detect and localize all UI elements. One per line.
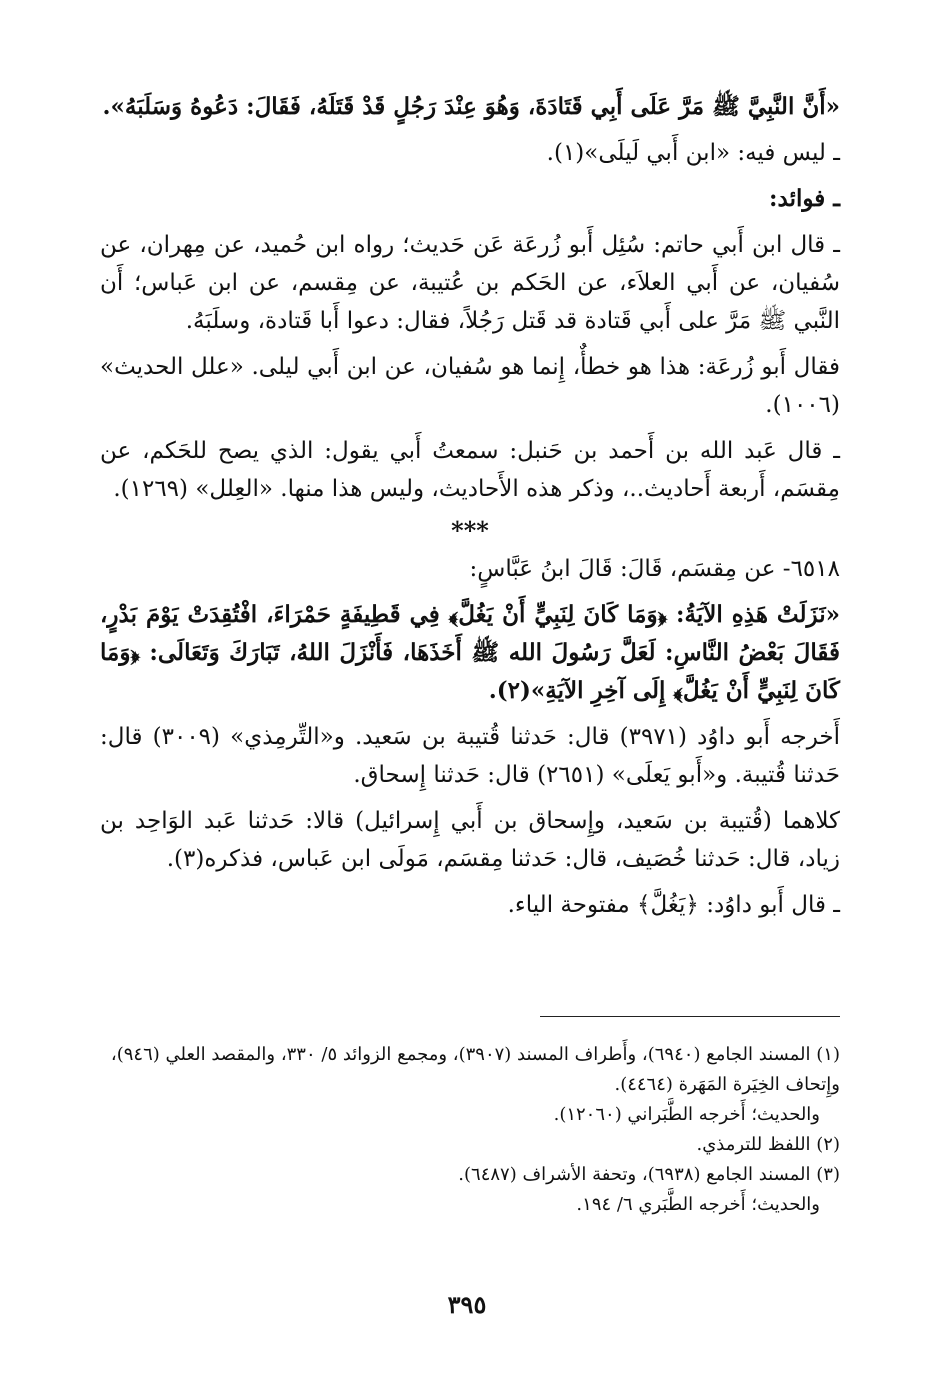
hadith-number-line: ٦٥١٨- عن مِقسَم، قَالَ: قَالَ ابنُ عَبَّاسٍ: <box>469 556 840 582</box>
footnote-rule <box>540 1016 840 1017</box>
benefits-heading: ـ فوائد: <box>769 185 840 212</box>
takhrij-paragraph: أَخرجه أَبو داوُد (٣٩٧١) قال: حَدثنا قُتيبة بن سَعيد. و«التِّرمِذي» (٣٠٠٩) قال: حَدثنا قُتيبة. و«أَبو يَعلَى» (٢٦٥١) قال: حَدثنا إِسحاق. <box>100 724 840 788</box>
page-body <box>100 88 840 932</box>
chain-paragraph: كلاهما (قُتيبة بن سَعيد، وإِسحاق بن أَبي إِسرائيل) قالا: حَدثنا عَبد الوَاحِد بن زياد، قال: حَدثنا خُصَيف، قال: حَدثنا مِقسَم، مَولَى ابن عَباس، فذكره(٣). <box>100 808 840 872</box>
ibn-abi-hatim-paragraph: ـ قال ابن أَبي حاتم: سُئِل أَبو زُرعَة عَن حَديث؛ رواه ابن حُميد، عن مِهران، عن سُفيان، عن أَبي العلاَء، عن الحَكم بن عُتيبة، عن مِقسم، عن ابن عَباس؛ أَن النَّبي ﷺ مَرَّ على أَبي قَتادة قد قَتل رَجُلاً، فقال: دعوا أَبا قَتادة، وسلَبَهُ. <box>100 232 840 334</box>
hadith-text-2: «نَزَلَتْ هَذِهِ الآيَةُ: ﴿وَمَا كَانَ لِنَبِيٍّ أَنْ يَغُلَّ﴾ فِي قَطِيفَةٍ حَمْرَاءَ، افْتُقِدَتْ يَوْمَ بَدْرٍ، فَقَالَ بَعْضُ النَّاسِ: لَعَلَّ رَسُولَ الله ﷺ أَخَذَهَا، فَأَنْزَلَ اللهُ، تَبَارَكَ وَتَعَالَى: ﴿وَمَا كَانَ لِنَبِيٍّ أَنْ يَغُلَّ﴾ إِلَى آخِرِ الآيَةِ»(٢). <box>100 601 840 704</box>
abdullah-ibn-ahmad-paragraph: ـ قال عَبد الله بن أَحمد بن حَنبل: سمعتُ أَبي يقول: الذي يصح للحَكم، عن مِقسَم، أَربعة أَحاديث..، وذكر هذه الأَحاديث، وليس هذا منها. «العِلل» (١٢٦٩). <box>100 438 840 502</box>
footnote-3-continued: والحديث؛ أَخرجه الطَّبَري ٦/ ١٩٤. <box>576 1194 820 1215</box>
section-separator: *** <box>451 516 489 545</box>
footnote-1: (١) المسند الجامع (٦٩٤٠)، وأَطراف المسند (٣٩٠٧)، ومجمع الزوائد ٥/ ٣٣٠، والمقصد العلي (٩٤٦)، وإِتحاف الخِيَرة المَهَرة (٤٤٦٤). <box>110 1044 840 1095</box>
page-number: ٣٩٥ <box>447 1290 487 1319</box>
footnote-2: (٢) اللفظ للترمذي. <box>696 1134 840 1155</box>
note-line: ـ ليس فيه: «ابن أَبي لَيلَى»(١). <box>546 140 840 166</box>
abu-dawud-note: ـ قال أَبو داوُد: ﴿يَغُلَّ﴾ مفتوحة الياء. <box>507 892 840 918</box>
footnote-1-continued: والحديث؛ أَخرجه الطَّبَراني (١٢٠٦٠). <box>553 1104 820 1125</box>
footnotes <box>100 1040 840 1220</box>
hadith-text-1: «أَنَّ النَّبِيَّ ﷺ مَرَّ عَلَى أَبِي قَتَادَةَ، وَهُوَ عِنْدَ رَجُلٍ قَدْ قَتَلَهُ، فَقَالَ: دَعُوهُ وَسَلَبَهُ». <box>102 93 840 120</box>
abu-zura-paragraph: فقال أَبو زُرعَة: هذا هو خطأٌ، إِنما هو سُفيان، عن ابن أَبي ليلى. «علل الحديث» (١٠٠٦). <box>100 354 840 418</box>
footnote-3: (٣) المسند الجامع (٦٩٣٨)، وتحفة الأشراف (٦٤٨٧). <box>458 1164 840 1185</box>
